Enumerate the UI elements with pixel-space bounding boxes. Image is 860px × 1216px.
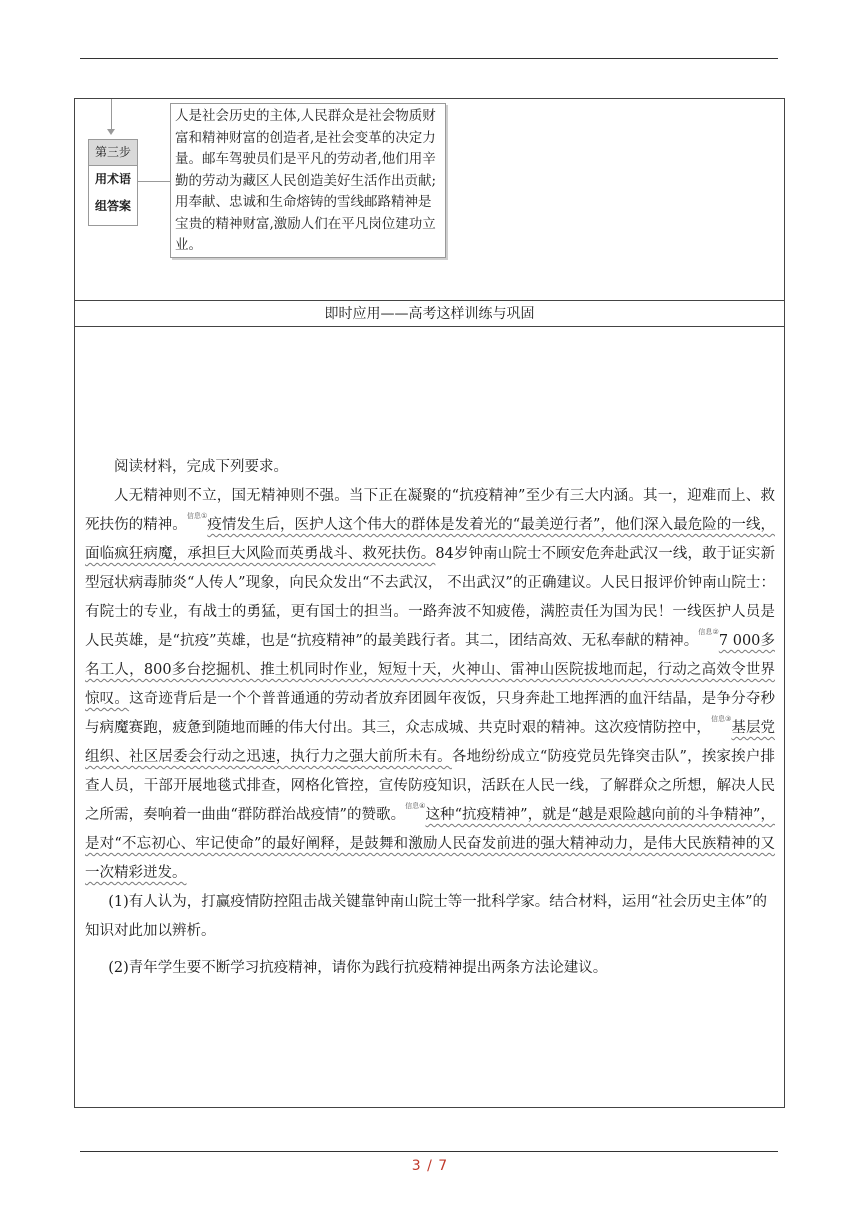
key-sentence: 7 000多名工人，800多台挖掘机、推土机同时作业，短短十天，火神山、雷神山医院拔地而起，行动之高效令世界惊叹。	[85, 633, 776, 707]
passage-text: 人无精神则不立，国无精神则不强。当下正在凝聚的“抗疫精神”至少有三大内涵。其一，迎难而上、救死扶伤的精神。	[85, 488, 775, 533]
answer-box: 人是社会历史的主体,人民群众是社会物质财富和精神财富的创造者,是社会变革的决定力量。邮车驾驶员们是平凡的劳动者,他们用辛勤的劳动为藏区人民创造美好生活作出贡献;用奉献、忠诚和生命熔铸的雪线邮路精神是宝贵的精神财富,激励人们在平凡岗位建功立业。	[170, 103, 446, 258]
header-rule	[80, 58, 778, 59]
passage-text: 84岁钟南山院士不顾安危奔赴武汉一线，敢于证实新型冠状病毒肺炎“人传人”现象，向民众发出“不去武汉， 不出武汉”的正确建议。人民日报评价钟南山院士：有院士的专业，有战士的勇猛，更有国士的担当。一路奔波不知疲倦，满腔责任为国为民！一线医护人员是人民英雄，是“抗疫”英雄，也是“抗疫精神”的最美践行者。其二，团结高效、无私奉献的精神。	[85, 546, 775, 649]
content-table	[74, 98, 785, 1108]
material-passage	[85, 482, 775, 888]
key-sentence: 这种“抗疫精神”，就是“越是艰险越向前的斗争精神”，是对“不忘初心、牢记使命”的最好阐释，是鼓舞和激励人民奋发前进的强大精神动力，是伟大民族精神的又一次精彩迸发。	[85, 807, 775, 881]
info-marker: 信息③	[710, 715, 732, 723]
info-marker: 信息①	[186, 512, 208, 520]
table-divider	[75, 326, 784, 327]
key-sentence: 基层党组织、社区居委会行动之迅速，执行力之强大前所未有。	[85, 720, 776, 765]
section-title: 即时应用——高考这样训练与巩固	[324, 306, 535, 322]
question-1: (1)有人认为，打赢疫情防控阻击战关键靠钟南山院士等一批科学家。结合材料，运用“社会历史主体”的知识对此加以辨析。	[85, 894, 768, 939]
exercise-body	[85, 453, 775, 983]
flow-connector-line	[111, 99, 112, 133]
step-box	[88, 139, 138, 226]
key-sentence: 疫情发生后，医护人这个伟大的群体是发着光的“最美逆行者”，他们深入最危险的一线，面临疯狂病魔，承担巨大风险而英勇战斗、救死扶伤。	[85, 517, 775, 562]
instruction: 阅读材料，完成下列要求。	[114, 459, 288, 475]
passage-text: 这奇迹背后是一个个普普通通的劳动者放弃团圆年夜饭，只身奔赴工地挥洒的血汗结晶，是争分夺秒与病魔赛跑，疲惫到随地而睡的伟大付出。其三，众志成城、共克时艰的精神。这次疫情防控中，	[85, 691, 776, 736]
step-line-1: 用术语	[94, 172, 131, 186]
question-2: (2)青年学生要不断学习抗疫精神，请你为践行抗疫精神提出两条方法论建议。	[108, 960, 608, 976]
passage-text: 各地纷纷成立“防疫党员先锋突击队”，挨家挨户排查人员，干部开展地毯式排查，网格化管控，宣传防疫知识，活跃在人民一线，了解群众之所想，解决人民之所需，奏响着一曲曲“群防群治战疫情”的赞歌。	[85, 749, 776, 823]
footer-rule	[80, 1151, 778, 1152]
info-marker: 信息②	[698, 628, 719, 636]
table-divider	[75, 300, 784, 301]
page-number: 3 / 7	[411, 1158, 449, 1174]
arrow-down-icon	[107, 129, 115, 135]
step-line-2: 组答案	[94, 199, 131, 213]
step-connector-line	[138, 181, 170, 182]
info-marker: 信息④	[405, 802, 426, 810]
step-label: 第三步	[89, 140, 137, 166]
